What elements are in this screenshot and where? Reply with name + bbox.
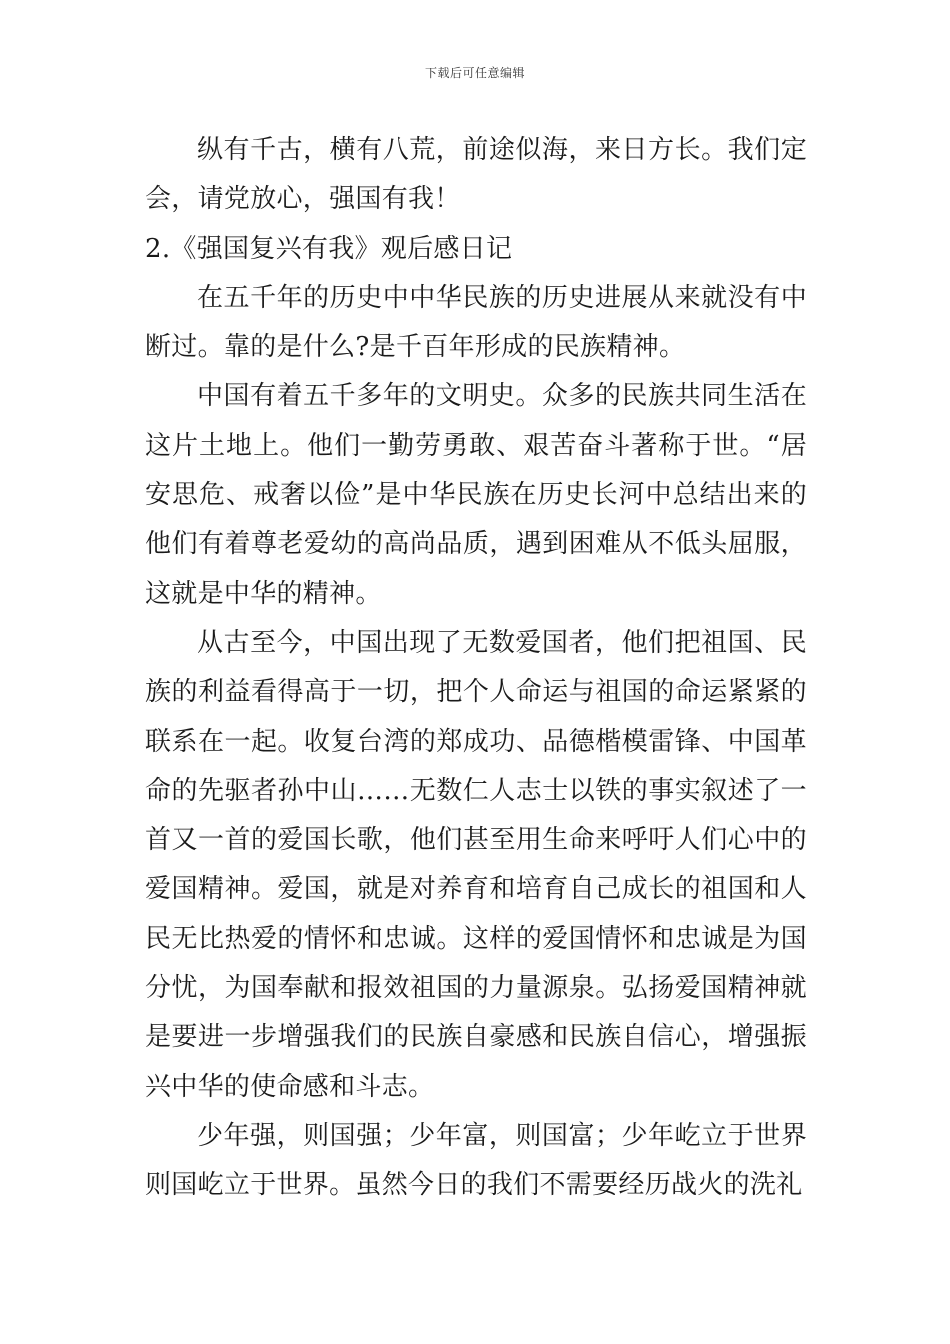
paragraph-civilization: 中国有着五千多年的文明史。众多的民族共同生活在这片土地上。他们一勤劳勇敢、艰苦奋斗著称于世。“居安思危、戒奢以俭”是中华民族在历史长河中总结出来的他们有着尊老爱幼的高尚品质，遇到困难从不低头屈服，这就是中华的精神。 [145, 381, 807, 609]
document-body [145, 126, 807, 1211]
section-heading: 2.《强国复兴有我》观后感日记 [145, 233, 513, 264]
paragraph-youth: 少年强，则国强；少年富，则国富；少年屹立于世界则国屹立于世界。虽然今日的我们不需要经历战火的洗礼 [145, 1120, 807, 1201]
paragraph-closing: 纵有千古，横有八荒，前途似海，来日方长。我们定会，请党放心，强国有我！ [145, 135, 807, 215]
paragraph-patriots: 从古至今，中国出现了无数爱国者，他们把祖国、民族的利益看得高于一切，把个人命运与祖国的命运紧紧的联系在一起。收复台湾的郑成功、品德楷模雷锋、中国革命的先驱者孙中山……无数仁人志士以铁的事实叙述了一首又一首的爱国长歌，他们甚至用生命来呼吁人们心中的爱国精神。爱国，就是对养育和培育自己成长的祖国和人民无比热爱的情怀和忠诚。这样的爱国情怀和忠诚是为国分忧，为国奉献和报效祖国的力量源泉。弘扬爱国精神就是要进一步增强我们的民族自豪感和民族自信心，增强振兴中华的使命感和斗志。 [145, 627, 807, 1102]
page-header: 下载后可任意编辑 [424, 66, 525, 80]
paragraph-history: 在五千年的历史中中华民族的历史进展从来就没有中断过。靠的是什么?是千百年形成的民族精神。 [145, 282, 807, 363]
